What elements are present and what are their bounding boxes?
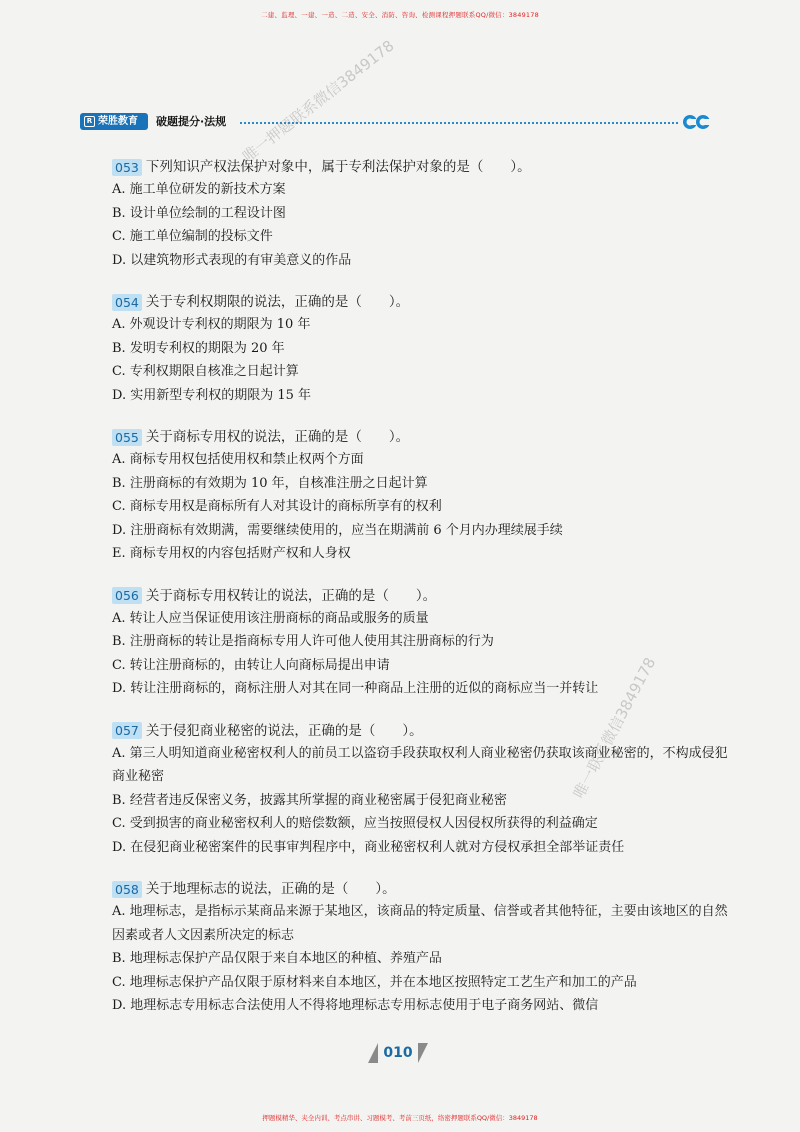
watermark-right: 唯一联系微信3849178 [569, 654, 660, 802]
question-055 [112, 426, 732, 566]
top-contact-banner: 二建、监理、一建、一造、二造、安全、消防、咨询、检测课程押题联系QQ/微信：3849178 [261, 11, 539, 19]
question-053 [112, 156, 732, 272]
option-d: D. 实用新型专利权的期限为 15 年 [112, 387, 312, 403]
question-number: 057 [112, 722, 142, 739]
option-b: B. 经营者违反保密义务，披露其所掌握的商业秘密属于侵犯商业秘密 [112, 792, 507, 808]
option-a: A. 外观设计专利权的期限为 10 年 [112, 317, 311, 332]
question-text: 下列知识产权法保护对象中，属于专利法保护对象的是（ ）。 [145, 159, 531, 175]
brand-name: 荣胜教育 [98, 116, 138, 127]
option-b: B. 注册商标的转让是指商标专用人许可他人使用其注册商标的行为 [112, 634, 494, 649]
question-058 [112, 878, 732, 1018]
option-a: A. 施工单位研发的新技术方案 [112, 182, 286, 197]
question-054 [112, 291, 732, 407]
question-number: 054 [112, 294, 142, 311]
question-number: 058 [112, 881, 142, 898]
option-d: D. 以建筑物形式表现的有审美意义的作品 [112, 252, 352, 268]
option-d: D. 转让注册商标的，商标注册人对其在同一种商品上注册的近似的商标应当一并转让 [112, 681, 599, 696]
question-text: 关于侵犯商业秘密的说法，正确的是（ ）。 [145, 722, 423, 739]
question-stem [112, 720, 732, 742]
question-stem [112, 426, 732, 448]
page-number: 010 [383, 1045, 413, 1061]
brand-logo [80, 113, 148, 130]
option-c: C. 转让注册商标的，由转让人向商标局提出申请 [112, 657, 390, 673]
option-c: C. 地理标志保护产品仅限于原材料来自本地区，并在本地区按照特定工艺生产和加工的产品 [112, 974, 637, 990]
page-header [80, 113, 712, 131]
header-decoration-icon [682, 114, 712, 130]
question-number: 055 [112, 429, 142, 446]
question-stem [112, 156, 732, 178]
option-a: A. 第三人明知道商业秘密权利人的前员工以盗窃手段获取权利人商业秘密仍获取该商业秘密的，不构成侵犯商业秘密 [112, 745, 728, 784]
watermark-upper: 唯一押题联系微信3849178 [239, 36, 398, 166]
option-c: C. 专利权期限自核准之日起计算 [112, 364, 299, 379]
question-stem [112, 585, 732, 607]
option-d: D. 在侵犯商业秘密案件的民事审判程序中，商业秘密权利人就对方侵权承担全部举证责任 [112, 839, 625, 855]
option-b: B. 注册商标的有效期为 10 年，自核准注册之日起计算 [112, 475, 428, 491]
option-e: E. 商标专用权的内容包括财产权和人身权 [112, 546, 351, 561]
question-stem [112, 878, 732, 900]
option-b: B. 发明专利权的期限为 20 年 [112, 340, 285, 356]
question-text: 关于专利权期限的说法，正确的是（ ）。 [145, 294, 410, 310]
option-d: D. 地理标志专用标志合法使用人不得将地理标志专用标志使用于电子商务网站、微信 [112, 998, 599, 1013]
option-a: A. 地理标志，是指标示某商品来源于某地区，该商品的特定质量、信誉或者其他特征，主要由该地区的自然因素或者人文因素所决定的标志 [112, 904, 728, 943]
book-title: 破题提分·法规 [156, 115, 227, 128]
option-b: B. 地理标志保护产品仅限于来自本地区的种植、养殖产品 [112, 951, 442, 966]
question-text: 关于商标专用权的说法，正确的是（ ）。 [145, 429, 410, 445]
option-b: B. 设计单位绘制的工程设计图 [112, 205, 286, 221]
bottom-contact-banner: 押题模精华、夹全内训、考点串讲、习题模考、考前三页纸，络密押题联系QQ/微信：3849178 [262, 1114, 538, 1122]
question-number: 056 [112, 587, 142, 604]
question-stem [112, 291, 732, 313]
option-c: C. 商标专用权是商标所有人对其设计的商标所享有的权利 [112, 499, 442, 514]
option-a: A. 商标专用权包括使用权和禁止权两个方面 [112, 452, 364, 467]
page-number-badge [368, 1043, 428, 1063]
question-text: 关于商标专用权转让的说法，正确的是（ ）。 [145, 587, 437, 604]
question-057 [112, 720, 732, 860]
question-number: 053 [112, 159, 142, 176]
question-list [112, 156, 732, 1037]
option-a: A. 转让人应当保证使用该注册商标的商品或服务的质量 [112, 610, 429, 626]
brand-logo-icon: R [84, 116, 95, 127]
option-c: C. 施工单位编制的投标文件 [112, 229, 273, 244]
question-text: 关于地理标志的说法，正确的是（ ）。 [145, 881, 396, 897]
option-c: C. 受到损害的商业秘密权利人的赔偿数额，应当按照侵权人因侵权所获得的利益确定 [112, 816, 598, 831]
option-d: D. 注册商标有效期满，需要继续使用的，应当在期满前 6 个月内办理续展手续 [112, 522, 563, 538]
